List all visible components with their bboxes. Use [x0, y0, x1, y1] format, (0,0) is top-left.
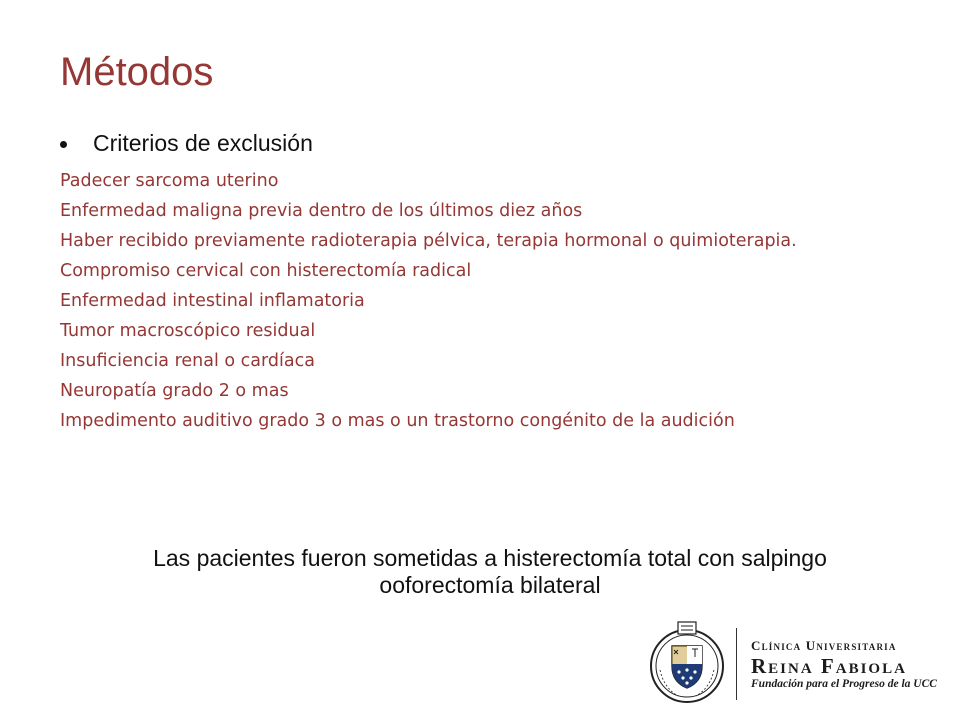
logo-line-2: Reina Fabiola	[751, 654, 907, 678]
criteria-item: Compromiso cervical con histerectomía radical	[60, 261, 472, 281]
slide-title: Métodos	[60, 50, 214, 94]
criteria-item: Haber recibido previamente radioterapia pélvica, terapia hormonal o quimioterapia.	[60, 231, 797, 251]
logo-divider	[736, 628, 737, 700]
criteria-item: Neuropatía grado 2 o mas	[60, 381, 289, 401]
logo-line-3: Fundación para el Progreso de la UCC	[751, 678, 937, 690]
criteria-item: Insuficiencia renal o cardíaca	[60, 351, 315, 371]
conclusion-text: Las pacientes fueron sometidas a histerectomía total con salpingo ooforectomía bilateral	[153, 545, 827, 598]
logo-line-1: Clínica Universitaria	[751, 638, 897, 653]
bullet-dot-icon	[60, 141, 67, 148]
clinic-logo	[648, 616, 940, 712]
logo-text	[751, 638, 937, 690]
criteria-item: Padecer sarcoma uterino	[60, 171, 279, 191]
crest-seal-icon	[648, 620, 726, 708]
bullet-heading-label: Criterios de exclusión	[93, 130, 313, 156]
criteria-item: Tumor macroscópico residual	[60, 321, 316, 341]
bullet-heading	[60, 130, 313, 157]
criteria-item: Enfermedad intestinal inflamatoria	[60, 291, 365, 311]
criteria-item: Impedimento auditivo grado 3 o mas o un trastorno congénito de la audición	[60, 411, 735, 431]
exclusion-criteria-list	[60, 169, 880, 439]
criteria-item: Enfermedad maligna previa dentro de los últimos diez años	[60, 201, 583, 221]
